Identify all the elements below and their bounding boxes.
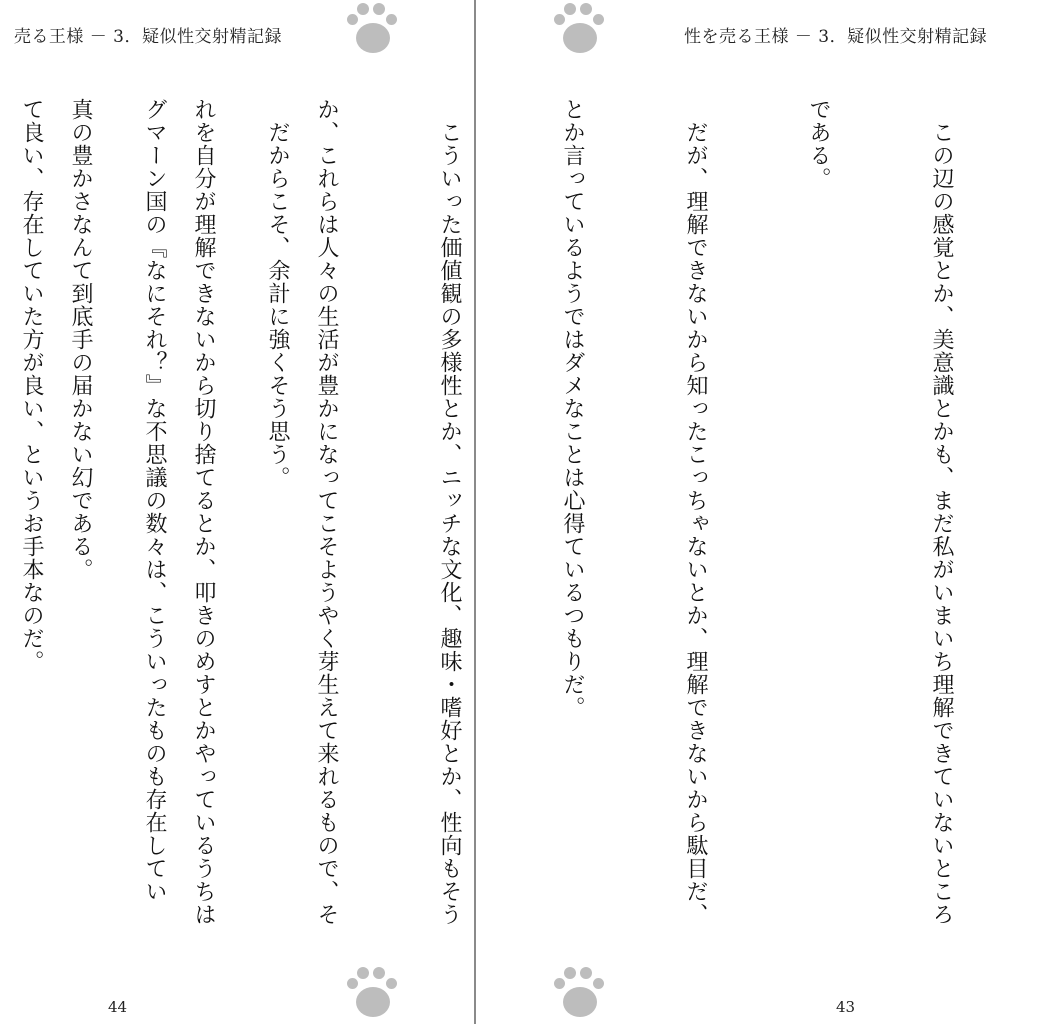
running-header: 売る王様 － 3．疑似性交射精記録 <box>13 27 282 47</box>
text-line: れを自分が理解できないから切り捨てるとか、叩きのめすとかやっているうちは <box>191 98 216 926</box>
text-line: 真の豊かさなんて到底手の届かない幻である。 <box>68 98 93 581</box>
text-line: か、これらは人々の生活が豊かになってこそようやく芽生えて来れるもので、そ <box>314 98 339 926</box>
text-line: だからこそ、余計に強くそう思う。 <box>265 98 290 489</box>
text-line: て良い、存在していた方が良い、というお手本なのだ。 <box>19 98 44 673</box>
text-line: だが、理解できないから知ったこっちゃないとか、理解できないから駄目だ、 <box>683 98 708 926</box>
body-text <box>0 98 1044 1008</box>
text-line: この辺の感覚とか、美意識とかも、まだ私がいまいち理解できていないところ <box>929 98 954 926</box>
text-line: である。 <box>806 98 831 190</box>
paw-icon <box>552 2 610 58</box>
page-number: 43 <box>836 998 856 1016</box>
paw-icon <box>552 966 610 1022</box>
running-header: 性を売る王様 － 3．疑似性交射精記録 <box>684 27 988 47</box>
text-line: グマーン国の『なにそれ？』な不思議の数々は、こういったものも存在してい <box>142 98 167 903</box>
text-line: とか言っているようではダメなことは心得ているつもりだ。 <box>560 98 585 719</box>
text-line: こういった価値観の多様性とか、ニッチな文化、趣味・嗜好とか、性向もそう <box>437 98 462 926</box>
page-number: 44 <box>108 998 128 1016</box>
paw-icon <box>345 2 403 58</box>
